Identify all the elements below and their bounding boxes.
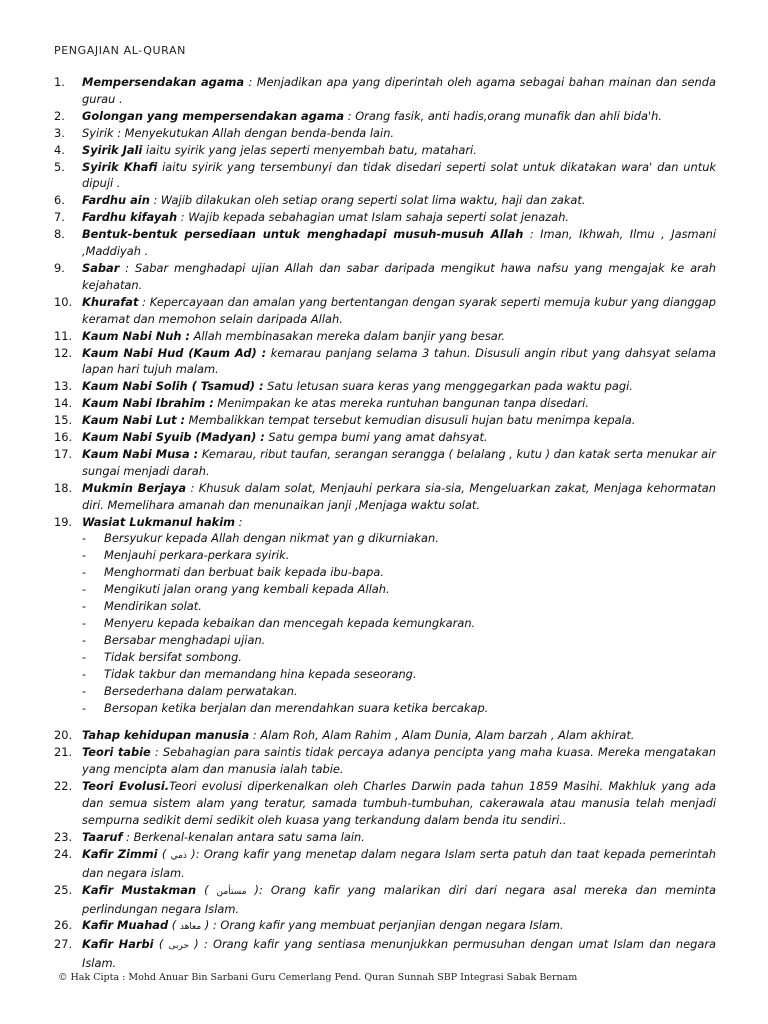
bullet-dash: - <box>82 616 87 630</box>
wasiat-point <box>54 564 716 581</box>
item-number: 6. <box>54 193 65 208</box>
item-paren-open: ( <box>168 918 180 933</box>
wasiat-point-text: Bersabar menghadapi ujian. <box>104 632 266 647</box>
item-term: Kaum Nabi Lut : <box>82 413 186 428</box>
list-group-1 <box>54 74 716 514</box>
item-text: : Alam Roh, Alam Rahim , Alam Dunia, Alam barzah , Alam akhirat. <box>249 728 635 743</box>
item-text: : Berkenal-kenalan antara satu sama lain. <box>122 829 365 844</box>
list-item <box>54 159 716 193</box>
item-text: kemarau panjang selama 3 tahun. Disusuli angin ribut yang dahsyat selama lapan hari tujuh malam. <box>82 345 716 377</box>
item-text: : Khusuk dalam solat, Menjauhi perkara sia-sia, Mengeluarkan zakat, Menjaga kehormatan diri. Memelihara amanah dan menunaikan janji ,Menjaga waktu solat. <box>82 480 716 512</box>
item-number: 21. <box>54 745 73 760</box>
item-term: Taaruf <box>82 829 123 844</box>
item-paren-open: ( <box>196 882 217 897</box>
notes-list <box>54 74 716 972</box>
list-item <box>54 429 716 446</box>
wasiat-point-text: Bersyukur kepada Allah dengan nikmat yan g dikurniakan. <box>104 531 439 546</box>
item-number: 27. <box>54 937 73 952</box>
item-body <box>82 412 716 429</box>
item-number: 8. <box>54 227 65 242</box>
item-number: 26. <box>54 918 73 933</box>
item-term: Kaum Nabi Nuh : <box>82 328 190 343</box>
item-text: : Wajib dilakukan oleh setiap orang seperti solat lima waktu, haji dan zakat. <box>149 193 586 208</box>
item-body <box>82 480 716 514</box>
item-text: Satu letusan suara keras yang menggegarkan pada waktu pagi. <box>263 379 633 394</box>
wasiat-point <box>54 700 716 717</box>
wasiat-point-text: Tidak takbur dan memandang hina kepada seseorang. <box>104 666 417 681</box>
wasiat-point <box>54 615 716 632</box>
item-term: Mempersendakan agama <box>82 75 245 89</box>
item-text: ): Orang kafir yang malarikan diri dari negara asal mereka dan meminta perlindungan negara Islam. <box>82 882 716 916</box>
list-item-wasiat <box>54 514 716 531</box>
item-term: Fardhu ain <box>82 193 150 208</box>
item-number: 4. <box>54 142 65 157</box>
item-text: : Iman, Ikhwah, Ilmu , Jasmani ,Maddiyah . <box>82 227 716 259</box>
item-number: 25. <box>54 882 73 897</box>
item-text: iaitu syirik yang tersembunyi dan tidak disedari seperti solat untuk dikatakan wara' dan untuk dipuji . <box>82 159 717 191</box>
list-item <box>54 378 716 395</box>
wasiat-point-text: Menjauhi perkara-perkara syirik. <box>104 548 290 563</box>
item-term: Syirik Khafi <box>82 159 158 174</box>
list-item <box>54 328 716 345</box>
wasiat-point-text: Menghormati dan berbuat baik kepada ibu-bapa. <box>104 565 384 580</box>
spacer <box>54 716 716 727</box>
item-number: 19. <box>54 514 73 529</box>
item-text: : Kepercayaan dan amalan yang bertentangan dengan syarak seperti memuja kubur yang dianggap keramat dan memohon selain daripada Allah. <box>82 294 716 326</box>
item-body <box>82 744 716 778</box>
item-term: Kafir Harbi <box>82 937 154 952</box>
list-item <box>54 74 716 108</box>
page-header: PENGAJIAN AL-QURAN <box>54 44 186 57</box>
item-text: : Sabar menghadapi ujian Allah dan sabar daripada mengikut hawa nafsu yang mengajak ke arah kejahatan. <box>82 260 716 292</box>
item-body <box>82 345 716 379</box>
list-item <box>54 936 716 972</box>
list-item <box>54 142 716 159</box>
list-item <box>54 829 716 846</box>
copyright-footer: © Hak Cipta : Mohd Anuar Bin Sarbani Guru Cemerlang Pend. Quran Sunnah SBP Integrasi Sabak Bernam <box>58 972 578 983</box>
item-term: Kaum Nabi Ibrahim : <box>82 396 214 411</box>
item-term: Kaum Nabi Solih ( Tsamud) : <box>82 379 264 394</box>
list-item <box>54 125 716 142</box>
item-paren-open: ( <box>157 846 171 861</box>
list-item <box>54 446 716 480</box>
item-term: Kafir Muahad <box>82 918 169 933</box>
wasiat-point <box>54 666 716 683</box>
arabic-term: ذمي <box>170 850 187 861</box>
item-text: Kemarau, ribut taufan, serangan serangga ( belalang , kutu ) dan katak serta menukar air sungai menjadi darah. <box>82 446 716 478</box>
bullet-dash: - <box>82 649 87 664</box>
item-body <box>82 778 716 829</box>
item-body <box>82 395 716 412</box>
item-text: Menimpakan ke atas mereka runtuhan bangunan tanpa disedari. <box>213 396 589 411</box>
list-item <box>54 395 716 412</box>
list-group-3 <box>54 846 716 972</box>
item-body <box>82 294 716 328</box>
item-number: 7. <box>54 210 65 225</box>
bullet-dash: - <box>82 565 87 580</box>
wasiat-point <box>54 632 716 649</box>
list-item <box>54 345 716 379</box>
item-term: Kafir Mustakman <box>82 882 197 897</box>
item-term-suffix: : <box>235 514 243 529</box>
wasiat-point <box>54 547 716 564</box>
item-body <box>82 209 716 226</box>
item-text: ): Orang kafir yang menetap dalam negara Islam serta patuh dan taat kepada pemerintah dan negara islam. <box>82 846 717 880</box>
item-term: Kaum Nabi Musa : <box>82 446 199 461</box>
list-item <box>54 192 716 209</box>
item-number: 10. <box>54 294 73 309</box>
bullet-dash: - <box>82 531 87 546</box>
item-body <box>82 378 716 395</box>
item-body <box>82 829 716 846</box>
list-item <box>54 260 716 294</box>
item-number: 15. <box>54 413 73 428</box>
item-body <box>82 192 716 209</box>
item-paren-open: ( <box>153 937 169 952</box>
item-number: 5. <box>54 159 65 174</box>
item-number: 13. <box>54 379 73 394</box>
item-text: Membalikkan tempat tersebut kemudian disusuli hujan batu menimpa kepala. <box>185 413 636 428</box>
wasiat-point-text: Mendirikan solat. <box>104 599 202 614</box>
item-text: Teori evolusi diperkenalkan oleh Charles Darwin pada tahun 1859 Masihi. Makhluk yang ada dan semua sistem alam yang teratur, samada tumbuh-tumbuhan, cakerawala atau manusia telah menjadi sempurna sedikit demi sedikit oleh kuasa yang terkandung dalam benda itu sendiri.. <box>82 779 716 827</box>
item-text: ) : Orang kafir yang sentiasa menunjukkan permusuhan dengan umat Islam dan negara Islam. <box>82 937 716 971</box>
item-number: 20. <box>54 728 73 743</box>
arabic-term: حربى <box>168 941 190 952</box>
item-text: ) : Orang kafir yang membuat perjanjian dengan negara Islam. <box>201 918 564 933</box>
item-term: Sabar <box>82 260 120 275</box>
item-term: Teori tabie <box>82 745 151 760</box>
item-number: 9. <box>54 260 65 275</box>
item-number: 14. <box>54 396 73 411</box>
bullet-dash: - <box>82 666 87 681</box>
item-term: Teori Evolusi. <box>82 779 170 794</box>
item-body <box>82 226 716 260</box>
item-body <box>82 159 716 193</box>
item-body <box>82 125 716 142</box>
item-term: Syirik Jali <box>82 142 143 157</box>
item-text: : Orang fasik, anti hadis,orang munafik dan ahli bida'h. <box>344 108 662 123</box>
list-item <box>54 917 716 936</box>
wasiat-point <box>54 598 716 615</box>
item-body <box>82 846 716 882</box>
list-item <box>54 108 716 125</box>
list-item <box>54 727 716 744</box>
item-number: 12. <box>54 345 73 360</box>
item-text: : Menjadikan apa yang diperintah oleh agama sebagai bahan mainan dan senda gurau . <box>82 75 716 106</box>
item-term: Kafir Zimmi <box>82 846 158 861</box>
item-body <box>82 917 716 936</box>
item-number: 16. <box>54 430 73 445</box>
item-number: 18. <box>54 480 73 495</box>
wasiat-point <box>54 649 716 666</box>
item-number: 22. <box>54 779 73 794</box>
item-term: Tahap kehidupan manusia <box>82 728 250 743</box>
list-item <box>54 209 716 226</box>
item-number: 3. <box>54 125 65 140</box>
item-text: : Wajib kepada sebahagian umat Islam sahaja seperti solat jenazah. <box>177 210 570 225</box>
item-number: 2. <box>54 108 65 123</box>
item-body <box>82 108 716 125</box>
list-item <box>54 294 716 328</box>
item-body <box>82 328 716 345</box>
list-item <box>54 480 716 514</box>
item-body <box>82 727 716 744</box>
bullet-dash: - <box>82 548 87 563</box>
item-term: Mukmin Berjaya <box>82 480 187 495</box>
list-item <box>54 846 716 882</box>
item-term: Golongan yang mempersendakan agama <box>82 108 345 123</box>
item-text: Satu gempa bumi yang amat dahsyat. <box>264 430 488 445</box>
item-body <box>82 882 716 918</box>
bullet-dash: - <box>82 632 87 647</box>
list-item <box>54 882 716 918</box>
item-body <box>82 260 716 294</box>
item-number: 1. <box>54 75 65 89</box>
item-text: : Sebahagian para saintis tidak percaya adanya pencipta yang maha kuasa. Mereka mengatakan yang mencipta alam dan manusia ialah tabie. <box>82 745 716 777</box>
item-text: iaitu syirik yang jelas seperti menyembah batu, matahari. <box>142 142 477 157</box>
arabic-term: مستأمن <box>216 886 247 897</box>
item-number: 11. <box>54 328 73 343</box>
item-term: Khurafat <box>82 294 139 309</box>
wasiat-point <box>54 683 716 700</box>
item-term: Kaum Nabi Syuib (Madyan) : <box>82 430 265 445</box>
bullet-dash: - <box>82 683 87 698</box>
bullet-dash: - <box>82 582 87 597</box>
wasiat-point-text: Tidak bersifat sombong. <box>104 649 242 664</box>
item-text: Allah membinasakan mereka dalam banjir yang besar. <box>189 328 506 343</box>
item-body <box>82 429 716 446</box>
item-number: 23. <box>54 829 73 844</box>
wasiat-point-text: Bersederhana dalam perwatakan. <box>104 683 298 698</box>
list-item <box>54 744 716 778</box>
item-body <box>82 74 716 108</box>
list-item <box>54 226 716 260</box>
item-body <box>82 142 716 159</box>
item-term: Fardhu kifayah <box>82 210 178 225</box>
wasiat-points <box>54 530 716 716</box>
list-item <box>54 778 716 829</box>
list-group-2 <box>54 727 716 845</box>
wasiat-point-text: Mengikuti jalan orang yang kembali kepada Allah. <box>104 582 390 597</box>
item-body <box>82 936 716 972</box>
wasiat-point-text: Bersopan ketika berjalan dan merendahkan suara ketika bercakap. <box>104 700 489 715</box>
wasiat-point <box>54 581 716 598</box>
item-number: 24. <box>54 846 73 861</box>
list-item <box>54 412 716 429</box>
arabic-term: معاهد <box>179 922 202 933</box>
item-body <box>82 446 716 480</box>
bullet-dash: - <box>82 700 87 715</box>
item-text: Syirik : Menyekutukan Allah dengan benda-benda lain. <box>82 125 395 140</box>
wasiat-point-text: Menyeru kepada kebaikan dan mencegah kepada kemungkaran. <box>104 616 476 630</box>
item-term: Wasiat Lukmanul hakim <box>82 514 235 529</box>
wasiat-point <box>54 530 716 547</box>
item-term: Kaum Nabi Hud (Kaum Ad) : <box>82 345 267 360</box>
item-term: Bentuk-bentuk persediaan untuk menghadapi musuh-musuh Allah <box>82 227 524 242</box>
item-number: 17. <box>54 446 73 461</box>
bullet-dash: - <box>82 599 87 614</box>
